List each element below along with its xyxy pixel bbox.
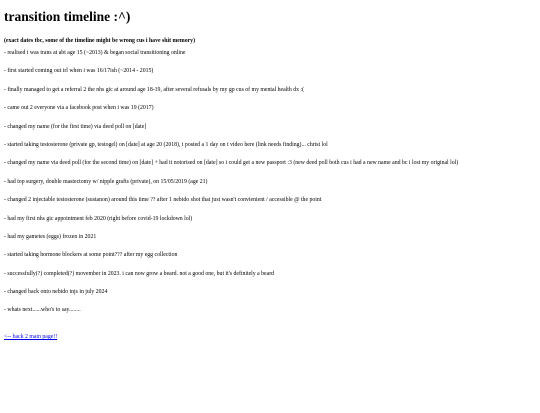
page-subtitle: (exact dates tbc, some of the timeline might be wrong cus i have shit memory): [4, 38, 195, 44]
timeline-entry: - had top surgery, double mastectomy w/ nipple grafts (private), on 15/05/2019 (age 21): [4, 178, 208, 185]
timeline-entry: - had my gametes (eggs) frozen in 2021: [4, 233, 97, 240]
timeline-entry: - finally managed to get a referral 2 the nhs gic at around age 18-19, after several refusals by my gp cus of my mental health dx :(: [4, 86, 305, 93]
back-to-main-page-link[interactable]: <-- back 2 main page!!: [4, 333, 58, 340]
timeline-entry: - first started coming out irl when i was 16/17ish (~2014 - 2015): [4, 68, 154, 75]
timeline-entry: - changed back onto nebido injs in july 2024: [4, 289, 108, 296]
timeline-entry: - had my first nhs gic appointment feb 2020 (right before covid-19 lockdown lol): [4, 215, 193, 222]
timeline-entry: - started taking testosterone (private gp, testogel) on [date] at age 20 (2018), i posted a 1 day on t video here (link needs finding)... christ lol: [4, 141, 328, 148]
timeline-entry: - whats next......who's to say........: [4, 307, 81, 314]
timeline-entry: - came out 2 everyone via a facebook post when i was 19 (2017): [4, 105, 154, 112]
timeline-entry: - changed my name via deed poll (for the second time) on [date] + had it notorised on [date] so i could get a new passport :3 (new deed poll both cus i had a new name and bc i lost my original lol): [4, 160, 459, 167]
timeline-entry: - realised i was trans at abt age 15 (~2013) & began social transitioning online: [4, 50, 186, 56]
timeline-entry: - successfully(?) completed(?) movember in 2023. i can now grow a beard. not a good one, but it's definitely a beard: [4, 270, 275, 277]
page-title: transition timeline :^): [4, 9, 131, 24]
timeline-entry: - changed my name (for the first time) via deed poll on [date]: [4, 123, 147, 130]
timeline-entry: - changed 2 injectable testosterone (sustanon) around this time ?? after 1 nebido shot that just wasn't convienient / accessible @ the point: [4, 197, 322, 204]
page-content: [0, 8, 540, 343]
timeline-list: [4, 49, 536, 314]
timeline-entry: - started taking hormone blockers at some point??? after my egg collection: [4, 252, 178, 259]
